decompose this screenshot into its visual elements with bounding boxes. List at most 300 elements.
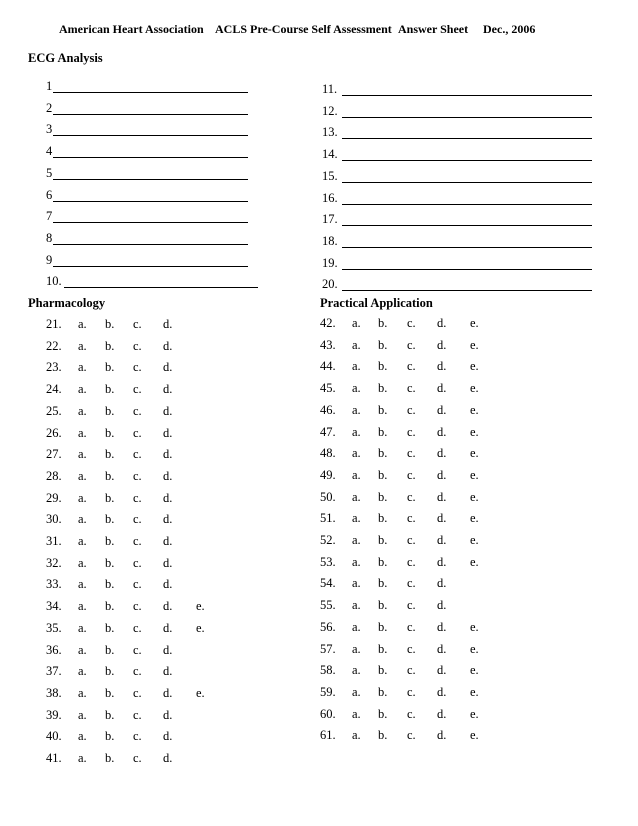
- answer-option-d[interactable]: d.: [437, 489, 447, 504]
- answer-blank-line[interactable]: [53, 179, 248, 180]
- answer-option-b[interactable]: b.: [378, 316, 388, 330]
- answer-option-c[interactable]: c.: [407, 316, 416, 330]
- question-number: 46.: [320, 402, 336, 417]
- answer-option-b[interactable]: b.: [105, 707, 115, 722]
- question-number: 44.: [320, 359, 336, 374]
- answer-option-e[interactable]: e.: [470, 684, 479, 699]
- answer-option-c[interactable]: c.: [133, 317, 142, 331]
- answer-blank-line[interactable]: [53, 266, 248, 267]
- answer-option-b[interactable]: b.: [378, 598, 388, 613]
- answer-blank-line[interactable]: [53, 114, 248, 115]
- answer-option-a[interactable]: a.: [78, 555, 87, 570]
- answer-option-c[interactable]: c.: [407, 706, 416, 721]
- answer-option-c[interactable]: c.: [407, 576, 416, 591]
- practical-question-row: [320, 685, 520, 703]
- answer-blank-line[interactable]: [342, 117, 592, 118]
- answer-option-c[interactable]: c.: [407, 619, 416, 634]
- question-number: 49.: [320, 467, 336, 482]
- organization-name: American Heart Association: [59, 22, 204, 36]
- answer-option-d[interactable]: d.: [163, 360, 173, 375]
- answer-option-b[interactable]: b.: [378, 663, 388, 678]
- answer-option-d[interactable]: d.: [437, 316, 447, 330]
- answer-option-b[interactable]: b.: [378, 359, 388, 374]
- ecg-item-number: 11.: [322, 82, 338, 96]
- sheet-label: Answer Sheet: [398, 22, 469, 36]
- answer-option-b[interactable]: b.: [105, 599, 115, 614]
- question-number: 60.: [320, 706, 336, 721]
- answer-option-e[interactable]: e.: [470, 381, 479, 396]
- answer-option-a[interactable]: a.: [78, 360, 87, 375]
- answer-option-a[interactable]: a.: [352, 554, 361, 569]
- answer-option-d[interactable]: d.: [163, 382, 173, 397]
- pharmacology-question-row: [46, 447, 246, 465]
- ecg-answer-row-right: [322, 103, 592, 121]
- answer-option-c[interactable]: c.: [407, 511, 416, 526]
- ecg-item-number: 10.: [46, 274, 62, 289]
- answer-option-c[interactable]: c.: [133, 729, 142, 744]
- answer-option-a[interactable]: a.: [78, 620, 87, 635]
- pharmacology-question-row: [46, 491, 246, 509]
- question-number: 56.: [320, 619, 336, 634]
- answer-option-d[interactable]: d.: [163, 338, 173, 353]
- ecg-item-number: 17.: [322, 212, 338, 227]
- answer-blank-line[interactable]: [342, 269, 592, 270]
- question-number: 39.: [46, 707, 62, 722]
- ecg-answer-row-left: [46, 100, 248, 118]
- question-number: 42.: [320, 316, 336, 330]
- answer-option-d[interactable]: d.: [163, 751, 173, 765]
- answer-option-b[interactable]: b.: [378, 576, 388, 591]
- answer-option-d[interactable]: d.: [163, 729, 173, 744]
- practical-question-row: [320, 728, 520, 746]
- ecg-answer-row-left: [46, 165, 248, 183]
- answer-option-d[interactable]: d.: [437, 467, 447, 482]
- answer-option-c[interactable]: c.: [133, 555, 142, 570]
- answer-option-c[interactable]: c.: [407, 598, 416, 613]
- answer-option-a[interactable]: a.: [352, 641, 361, 656]
- ecg-answer-row-left: [46, 78, 248, 96]
- answer-option-c[interactable]: c.: [407, 446, 416, 461]
- answer-option-c[interactable]: c.: [133, 620, 142, 635]
- answer-option-a[interactable]: a.: [78, 729, 87, 744]
- answer-option-b[interactable]: b.: [105, 512, 115, 527]
- answer-option-d[interactable]: d.: [437, 663, 447, 678]
- answer-option-a[interactable]: a.: [352, 576, 361, 591]
- pharmacology-question-row: [46, 317, 246, 335]
- answer-option-c[interactable]: c.: [133, 512, 142, 527]
- answer-option-d[interactable]: d.: [163, 317, 173, 331]
- answer-option-b[interactable]: b.: [105, 642, 115, 657]
- answer-blank-line[interactable]: [342, 138, 592, 139]
- answer-option-c[interactable]: c.: [407, 467, 416, 482]
- practical-question-row: [320, 316, 520, 334]
- answer-option-b[interactable]: b.: [105, 382, 115, 397]
- answer-option-a[interactable]: a.: [78, 577, 87, 592]
- practical-section-title: Practical Application: [320, 296, 433, 310]
- answer-option-d[interactable]: d.: [437, 402, 447, 417]
- question-number: 58.: [320, 663, 336, 678]
- answer-option-e[interactable]: e.: [470, 359, 479, 374]
- question-number: 37.: [46, 664, 62, 679]
- answer-option-c[interactable]: c.: [133, 751, 142, 765]
- answer-option-c[interactable]: c.: [407, 641, 416, 656]
- answer-option-b[interactable]: b.: [378, 402, 388, 417]
- answer-option-c[interactable]: c.: [133, 447, 142, 462]
- ecg-item-number: 16.: [322, 190, 338, 205]
- answer-option-a[interactable]: a.: [352, 663, 361, 678]
- answer-option-b[interactable]: b.: [105, 577, 115, 592]
- answer-option-b[interactable]: b.: [105, 729, 115, 744]
- answer-option-b[interactable]: b.: [105, 555, 115, 570]
- answer-blank-line[interactable]: [342, 225, 592, 226]
- ecg-answer-row-left: [46, 143, 248, 161]
- answer-option-d[interactable]: d.: [437, 554, 447, 569]
- answer-option-b[interactable]: b.: [105, 338, 115, 353]
- answer-option-d[interactable]: d.: [163, 599, 173, 614]
- answer-option-c[interactable]: c.: [407, 684, 416, 699]
- question-number: 36.: [46, 642, 62, 657]
- answer-option-e[interactable]: e.: [470, 663, 479, 678]
- answer-option-b[interactable]: b.: [378, 554, 388, 569]
- answer-option-a[interactable]: a.: [352, 402, 361, 417]
- answer-blank-line[interactable]: [53, 157, 248, 158]
- answer-option-d[interactable]: d.: [163, 707, 173, 722]
- answer-option-d[interactable]: d.: [163, 425, 173, 440]
- answer-option-e[interactable]: e.: [470, 337, 479, 352]
- answer-option-d[interactable]: d.: [437, 359, 447, 374]
- ecg-answer-row-right: [322, 168, 592, 186]
- answer-option-b[interactable]: b.: [378, 684, 388, 699]
- answer-option-b[interactable]: b.: [105, 620, 115, 635]
- answer-option-b[interactable]: b.: [105, 490, 115, 505]
- answer-blank-line[interactable]: [53, 135, 248, 136]
- answer-option-a[interactable]: a.: [352, 467, 361, 482]
- ecg-answer-row-left: [46, 187, 248, 205]
- answer-option-b[interactable]: b.: [105, 360, 115, 375]
- answer-option-a[interactable]: a.: [78, 382, 87, 397]
- ecg-item-number: 13.: [322, 125, 338, 140]
- answer-option-e[interactable]: e.: [470, 533, 479, 547]
- answer-option-d[interactable]: d.: [163, 403, 173, 418]
- answer-option-e[interactable]: e.: [470, 641, 479, 656]
- answer-blank-line[interactable]: [53, 92, 248, 93]
- ecg-answer-row-right: [322, 124, 592, 142]
- question-number: 35.: [46, 620, 62, 635]
- answer-option-b[interactable]: b.: [105, 468, 115, 483]
- answer-option-e[interactable]: e.: [470, 706, 479, 721]
- answer-option-d[interactable]: d.: [437, 424, 447, 439]
- pharmacology-question-row: [46, 426, 246, 444]
- answer-option-e[interactable]: e.: [470, 511, 479, 526]
- ecg-item-number: 15.: [322, 168, 338, 183]
- answer-blank-line[interactable]: [342, 204, 592, 205]
- question-number: 53.: [320, 554, 336, 569]
- answer-blank-line[interactable]: [53, 244, 248, 245]
- assessment-title: ACLS Pre-Course Self Assessment: [215, 22, 392, 36]
- answer-option-d[interactable]: d.: [163, 685, 173, 700]
- answer-option-c[interactable]: c.: [407, 663, 416, 678]
- answer-option-e[interactable]: e.: [196, 620, 205, 635]
- practical-question-row: [320, 425, 520, 443]
- answer-option-b[interactable]: b.: [105, 664, 115, 679]
- answer-option-c[interactable]: c.: [407, 554, 416, 569]
- answer-option-e[interactable]: e.: [196, 599, 205, 614]
- ecg-item-number: 3: [46, 122, 53, 137]
- answer-option-c[interactable]: c.: [407, 728, 416, 743]
- pharmacology-question-row: [46, 621, 246, 639]
- answer-option-d[interactable]: d.: [437, 641, 447, 656]
- answer-option-e[interactable]: e.: [196, 685, 205, 700]
- ecg-answer-row-right: [322, 81, 592, 99]
- answer-option-a[interactable]: a.: [352, 316, 361, 330]
- pharmacology-section-title: Pharmacology: [28, 296, 106, 310]
- answer-option-a[interactable]: a.: [78, 685, 87, 700]
- practical-question-row: [320, 446, 520, 464]
- answer-option-a[interactable]: a.: [78, 447, 87, 462]
- question-number: 28.: [46, 468, 62, 483]
- answer-option-c[interactable]: c.: [133, 403, 142, 418]
- answer-blank-line[interactable]: [53, 201, 248, 202]
- answer-option-a[interactable]: a.: [352, 598, 361, 613]
- ecg-item-number: 5: [46, 165, 53, 180]
- ecg-item-number: 4: [46, 144, 53, 159]
- question-number: 34.: [46, 599, 62, 614]
- answer-option-e[interactable]: e.: [470, 446, 479, 461]
- answer-option-a[interactable]: a.: [78, 490, 87, 505]
- answer-option-a[interactable]: a.: [352, 381, 361, 396]
- answer-option-a[interactable]: a.: [78, 317, 87, 331]
- answer-option-a[interactable]: a.: [78, 512, 87, 527]
- answer-option-c[interactable]: c.: [133, 382, 142, 397]
- answer-option-c[interactable]: c.: [407, 381, 416, 396]
- answer-option-e[interactable]: e.: [470, 467, 479, 482]
- answer-option-c[interactable]: c.: [407, 489, 416, 504]
- answer-option-d[interactable]: d.: [437, 446, 447, 461]
- answer-option-c[interactable]: c.: [133, 664, 142, 679]
- ecg-answer-row-right: [322, 190, 592, 208]
- ecg-section-title: ECG Analysis: [28, 51, 103, 65]
- answer-option-b[interactable]: b.: [105, 685, 115, 700]
- pharmacology-question-row: [46, 577, 246, 595]
- question-number: 61.: [320, 728, 336, 743]
- ecg-answer-row-left: [46, 230, 248, 248]
- answer-blank-line[interactable]: [342, 160, 592, 161]
- ecg-item-number: 14.: [322, 147, 338, 162]
- practical-question-row: [320, 468, 520, 486]
- answer-option-c[interactable]: c.: [407, 533, 416, 547]
- question-number: 21.: [46, 317, 62, 331]
- practical-question-row: [320, 620, 520, 638]
- answer-option-d[interactable]: d.: [163, 664, 173, 679]
- question-number: 48.: [320, 446, 336, 461]
- answer-option-c[interactable]: c.: [407, 337, 416, 352]
- answer-option-d[interactable]: d.: [437, 511, 447, 526]
- answer-blank-line[interactable]: [342, 95, 592, 96]
- answer-option-a[interactable]: a.: [352, 424, 361, 439]
- answer-option-c[interactable]: c.: [133, 707, 142, 722]
- answer-option-d[interactable]: d.: [437, 684, 447, 699]
- answer-option-b[interactable]: b.: [105, 425, 115, 440]
- answer-option-b[interactable]: b.: [378, 728, 388, 743]
- answer-option-d[interactable]: d.: [163, 577, 173, 592]
- practical-question-row: [320, 642, 520, 660]
- answer-option-a[interactable]: a.: [352, 706, 361, 721]
- answer-option-d[interactable]: d.: [437, 728, 447, 743]
- answer-option-c[interactable]: c.: [133, 599, 142, 614]
- question-number: 50.: [320, 489, 336, 504]
- answer-option-b[interactable]: b.: [378, 337, 388, 352]
- answer-option-b[interactable]: b.: [378, 467, 388, 482]
- answer-option-c[interactable]: c.: [133, 577, 142, 592]
- answer-option-d[interactable]: d.: [163, 642, 173, 657]
- ecg-item-number: 2: [46, 100, 53, 115]
- practical-question-row: [320, 359, 520, 377]
- pharmacology-question-row: [46, 664, 246, 682]
- question-number: 47.: [320, 424, 336, 439]
- answer-option-b[interactable]: b.: [378, 533, 388, 547]
- answer-option-d[interactable]: d.: [437, 619, 447, 634]
- answer-option-d[interactable]: d.: [163, 534, 173, 548]
- answer-option-b[interactable]: b.: [378, 641, 388, 656]
- answer-blank-line[interactable]: [342, 182, 592, 183]
- question-number: 41.: [46, 751, 62, 765]
- answer-option-a[interactable]: a.: [352, 446, 361, 461]
- pharmacology-question-row: [46, 708, 246, 726]
- answer-option-d[interactable]: d.: [437, 533, 447, 547]
- answer-option-a[interactable]: a.: [78, 403, 87, 418]
- answer-option-c[interactable]: c.: [407, 402, 416, 417]
- answer-option-c[interactable]: c.: [407, 424, 416, 439]
- answer-option-d[interactable]: d.: [437, 706, 447, 721]
- answer-option-e[interactable]: e.: [470, 424, 479, 439]
- answer-option-b[interactable]: b.: [105, 447, 115, 462]
- answer-option-e[interactable]: e.: [470, 728, 479, 743]
- answer-option-a[interactable]: a.: [78, 599, 87, 614]
- answer-option-c[interactable]: c.: [407, 359, 416, 374]
- header-date: Dec., 2006: [483, 22, 536, 36]
- answer-option-b[interactable]: b.: [378, 424, 388, 439]
- question-number: 57.: [320, 641, 336, 656]
- answer-option-e[interactable]: e.: [470, 402, 479, 417]
- answer-option-b[interactable]: b.: [105, 534, 115, 548]
- ecg-answer-row-left: [46, 208, 248, 226]
- answer-option-b[interactable]: b.: [105, 403, 115, 418]
- ecg-answer-row-right: [322, 146, 592, 164]
- question-number: 59.: [320, 684, 336, 699]
- answer-blank-line[interactable]: [53, 222, 248, 223]
- answer-option-b[interactable]: b.: [378, 381, 388, 396]
- answer-option-c[interactable]: c.: [133, 642, 142, 657]
- answer-option-d[interactable]: d.: [163, 468, 173, 483]
- practical-question-row: [320, 403, 520, 421]
- ecg-item-number: 1: [46, 79, 53, 93]
- answer-option-b[interactable]: b.: [378, 489, 388, 504]
- answer-option-d[interactable]: d.: [437, 576, 447, 591]
- answer-option-b[interactable]: b.: [378, 511, 388, 526]
- question-number: 26.: [46, 425, 62, 440]
- question-number: 54.: [320, 576, 336, 591]
- answer-option-b[interactable]: b.: [378, 706, 388, 721]
- answer-option-b[interactable]: b.: [378, 619, 388, 634]
- answer-option-e[interactable]: e.: [470, 554, 479, 569]
- pharmacology-question-row: [46, 469, 246, 487]
- answer-option-a[interactable]: a.: [78, 642, 87, 657]
- answer-option-a[interactable]: a.: [78, 534, 87, 548]
- pharmacology-question-row: [46, 686, 246, 704]
- answer-blank-line[interactable]: [342, 290, 592, 291]
- answer-option-d[interactable]: d.: [437, 381, 447, 396]
- question-number: 40.: [46, 729, 62, 744]
- practical-question-row: [320, 663, 520, 681]
- answer-blank-line[interactable]: [64, 287, 258, 288]
- answer-option-d[interactable]: d.: [437, 598, 447, 613]
- question-number: 29.: [46, 490, 62, 505]
- answer-option-c[interactable]: c.: [133, 534, 142, 548]
- answer-blank-line[interactable]: [342, 247, 592, 248]
- question-number: 38.: [46, 685, 62, 700]
- answer-option-d[interactable]: d.: [163, 490, 173, 505]
- question-number: 31.: [46, 534, 62, 548]
- answer-option-e[interactable]: e.: [470, 489, 479, 504]
- answer-option-d[interactable]: d.: [163, 620, 173, 635]
- answer-option-e[interactable]: e.: [470, 316, 479, 330]
- answer-option-a[interactable]: a.: [352, 533, 361, 547]
- pharmacology-question-row: [46, 404, 246, 422]
- answer-option-c[interactable]: c.: [133, 685, 142, 700]
- answer-option-c[interactable]: c.: [133, 338, 142, 353]
- answer-option-a[interactable]: a.: [352, 728, 361, 743]
- answer-option-b[interactable]: b.: [378, 446, 388, 461]
- answer-option-a[interactable]: a.: [78, 425, 87, 440]
- answer-option-a[interactable]: a.: [352, 684, 361, 699]
- ecg-answer-row-left: [46, 273, 258, 291]
- answer-option-a[interactable]: a.: [78, 707, 87, 722]
- answer-option-b[interactable]: b.: [105, 751, 115, 765]
- answer-option-d[interactable]: d.: [163, 512, 173, 527]
- pharmacology-question-row: [46, 729, 246, 747]
- ecg-answer-row-left: [46, 252, 248, 270]
- answer-option-c[interactable]: c.: [133, 468, 142, 483]
- answer-option-a[interactable]: a.: [352, 619, 361, 634]
- pharmacology-question-row: [46, 534, 246, 552]
- answer-option-a[interactable]: a.: [78, 664, 87, 679]
- ecg-item-number: 7: [46, 209, 53, 224]
- answer-option-a[interactable]: a.: [78, 751, 87, 765]
- question-number: 51.: [320, 511, 336, 526]
- pharmacology-question-row: [46, 599, 246, 617]
- answer-option-a[interactable]: a.: [352, 489, 361, 504]
- answer-option-a[interactable]: a.: [352, 511, 361, 526]
- answer-option-c[interactable]: c.: [133, 425, 142, 440]
- answer-option-c[interactable]: c.: [133, 360, 142, 375]
- question-number: 43.: [320, 337, 336, 352]
- question-number: 27.: [46, 447, 62, 462]
- answer-option-a[interactable]: a.: [352, 359, 361, 374]
- answer-option-a[interactable]: a.: [78, 338, 87, 353]
- answer-option-a[interactable]: a.: [352, 337, 361, 352]
- ecg-answer-row-right: [322, 233, 592, 251]
- answer-option-d[interactable]: d.: [163, 447, 173, 462]
- answer-option-a[interactable]: a.: [78, 468, 87, 483]
- answer-option-d[interactable]: d.: [437, 337, 447, 352]
- answer-option-e[interactable]: e.: [470, 619, 479, 634]
- answer-option-d[interactable]: d.: [163, 555, 173, 570]
- answer-option-c[interactable]: c.: [133, 490, 142, 505]
- ecg-item-number: 18.: [322, 233, 338, 248]
- pharmacology-question-row: [46, 512, 246, 530]
- question-number: 55.: [320, 598, 336, 613]
- answer-option-b[interactable]: b.: [105, 317, 115, 331]
